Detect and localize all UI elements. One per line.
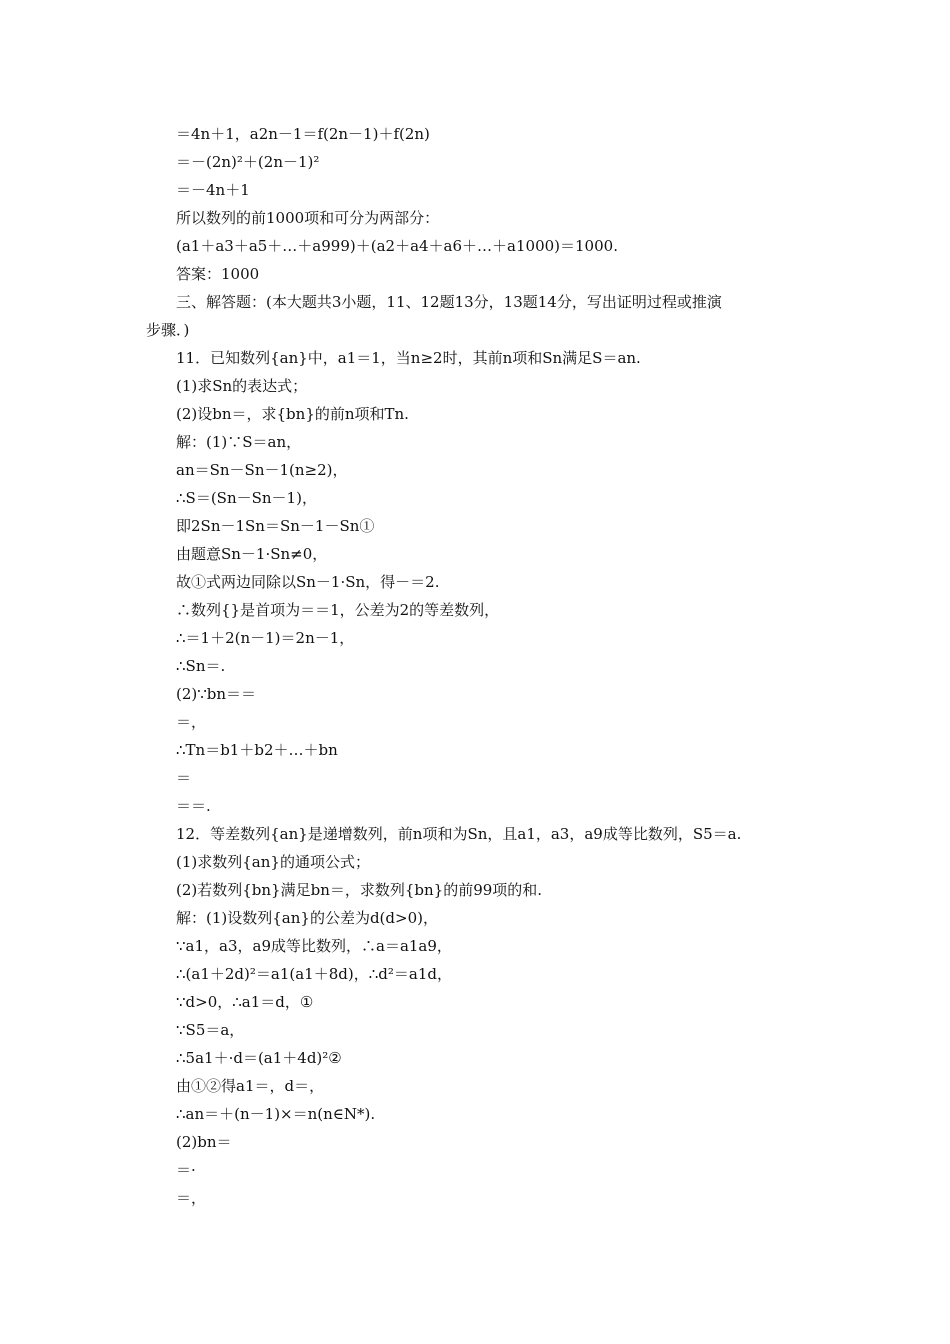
text-line: 解：(1)∵S＝an， — [176, 433, 302, 451]
text-line: ＝， — [176, 1189, 207, 1207]
text-line: ∴S＝(Sn－Sn－1)， — [176, 489, 317, 507]
text-line: 由题意Sn－1·Sn≠0， — [176, 545, 328, 563]
text-line: 步骤．) — [146, 321, 190, 339]
text-line: ∵d>0，∴a1＝d，① — [176, 993, 314, 1011]
text-line: (a1＋a3＋a5＋…＋a999)＋(a2＋a4＋a6＋…＋a1000)＝1000. — [176, 237, 618, 255]
text-line: ＝－4n＋1 — [176, 181, 250, 199]
text-line: ＝－(2n)²＋(2n－1)² — [176, 153, 320, 171]
text-line: an＝Sn－Sn－1(n≥2)， — [176, 461, 348, 479]
text-line: (2)bn＝ — [176, 1133, 232, 1151]
text-line: 故①式两边同除以Sn－1·Sn，得－＝2. — [176, 573, 440, 591]
text-line: 即2Sn－1Sn＝Sn－1－Sn① — [176, 517, 375, 535]
text-line: (2)若数列{bn}满足bn＝，求数列{bn}的前99项的和. — [176, 881, 543, 899]
text-line: 答案：1000 — [176, 265, 260, 283]
text-line: ＝ — [176, 769, 192, 787]
text-line: (1)求Sn的表达式； — [176, 377, 308, 395]
text-line: (2)设bn＝，求{bn}的前n项和Tn. — [176, 405, 409, 423]
text-line: (2)∵bn＝＝ — [176, 685, 257, 703]
text-line: 由①②得a1＝，d＝， — [176, 1077, 325, 1095]
text-line: ∵S5＝a， — [176, 1021, 245, 1039]
text-line: 12．等差数列{an}是递增数列，前n项和为Sn，且a1，a3，a9成等比数列，S5＝a. — [176, 825, 742, 843]
text-line: ∴Tn＝b1＋b2＋…＋bn — [176, 741, 338, 759]
text-line: ∴an＝＋(n－1)×＝n(n∈N*). — [176, 1105, 376, 1123]
text-line: ∴数列{}是首项为＝＝1，公差为2的等差数列， — [176, 601, 500, 619]
text-line: ＝4n＋1，a2n－1＝f(2n－1)＋f(2n) — [176, 125, 430, 143]
text-line: ＝， — [176, 713, 207, 731]
text-line: ∴＝1＋2(n－1)＝2n－1， — [176, 629, 355, 647]
text-line: ∴5a1＋·d＝(a1＋4d)²② — [176, 1049, 342, 1067]
text-line: ＝＝. — [176, 797, 211, 815]
text-line: 11．已知数列{an}中，a1＝1，当n≥2时，其前n项和Sn满足S＝an. — [176, 349, 641, 367]
text-line: 解：(1)设数列{an}的公差为d(d>0)， — [176, 909, 438, 927]
text-line: ＝· — [176, 1161, 196, 1179]
text-line: ∴(a1＋2d)²＝a1(a1＋8d)，∴d²＝a1d， — [176, 965, 452, 983]
text-line: 所以数列的前1000项和可分为两部分： — [176, 209, 440, 227]
text-line: 三、解答题：(本大题共3小题，11、12题13分，13题14分，写出证明过程或推演 — [176, 293, 722, 311]
text-line: ∵a1，a3，a9成等比数列，∴a＝a1a9， — [176, 937, 452, 955]
text-line: ∴Sn＝. — [176, 657, 226, 675]
text-line: (1)求数列{an}的通项公式； — [176, 853, 370, 871]
